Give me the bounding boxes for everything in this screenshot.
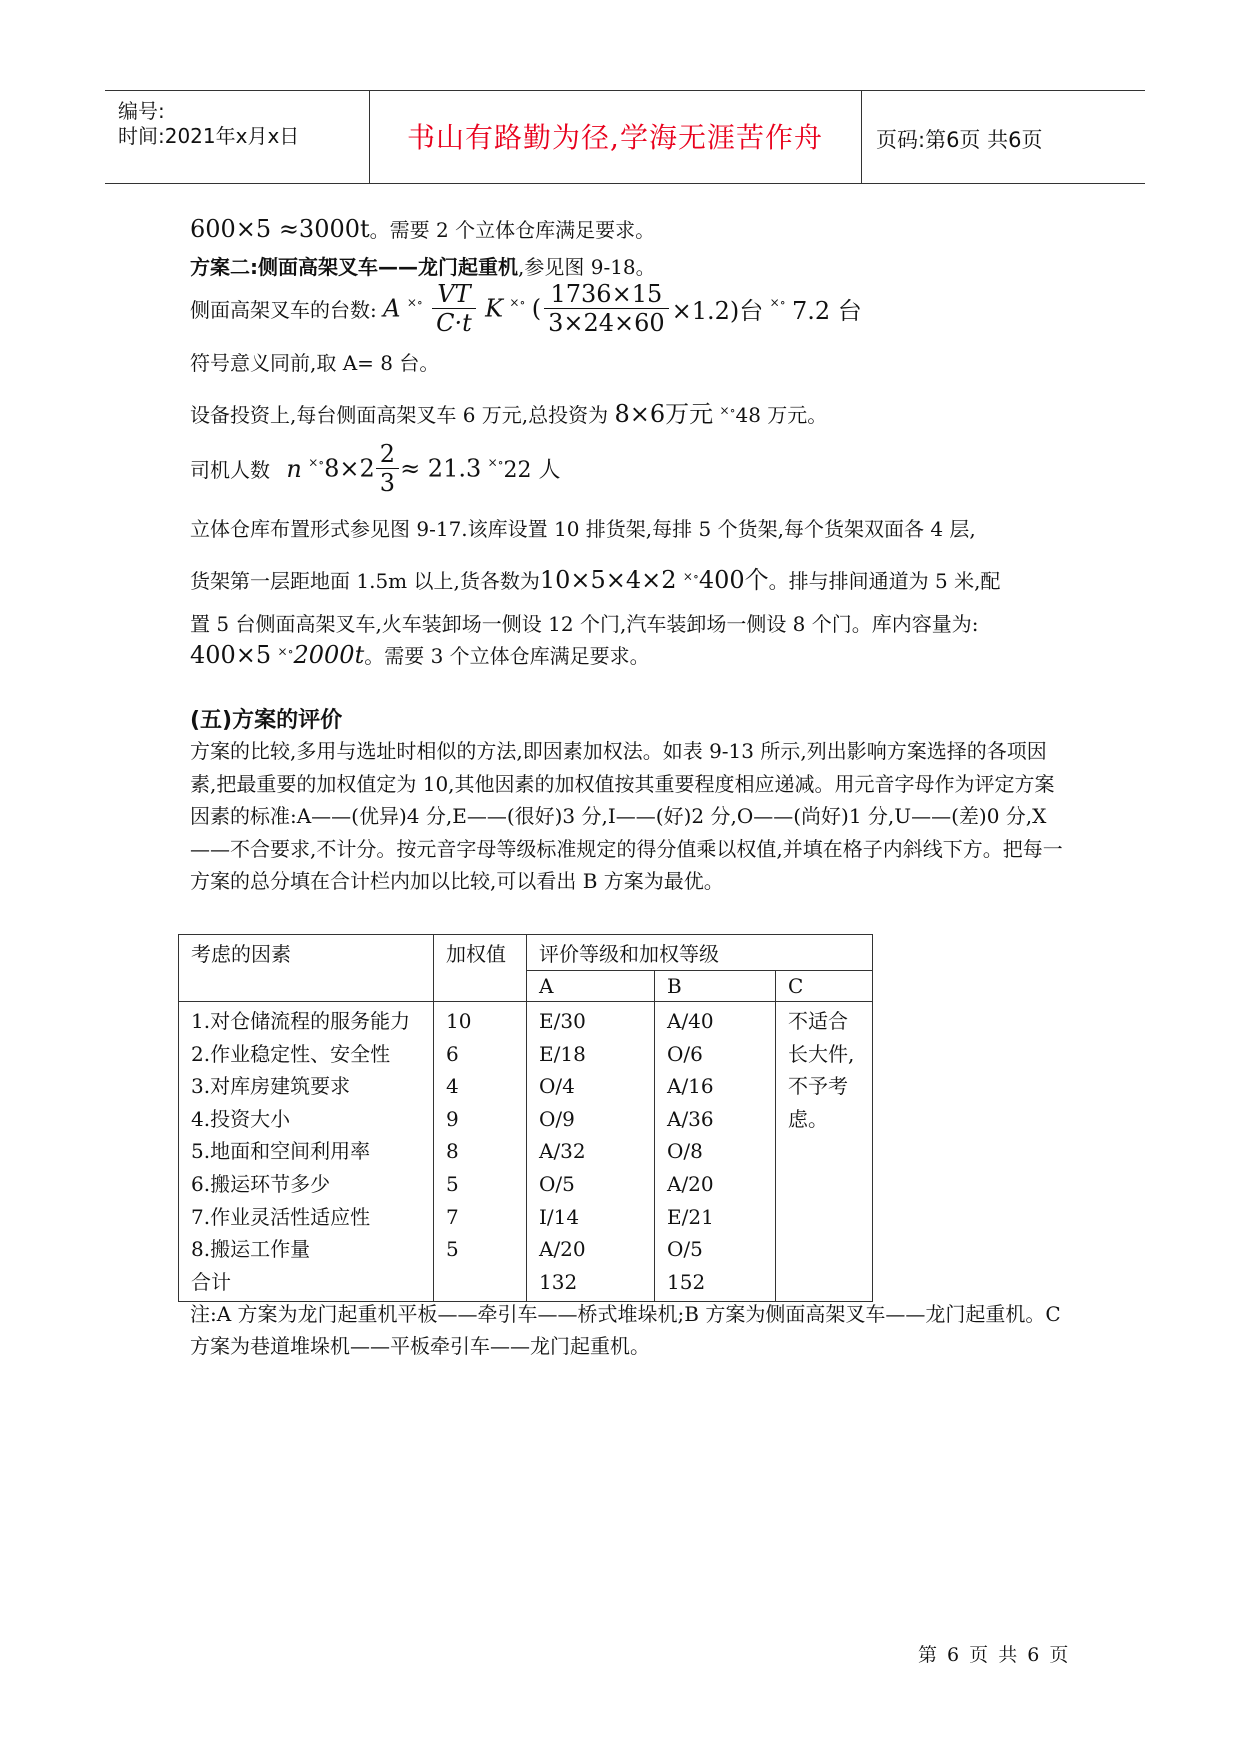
table-row-weight: 10 bbox=[446, 1009, 472, 1033]
c-note-line: 虑。 bbox=[788, 1106, 828, 1131]
table-row-a: E/18 bbox=[539, 1041, 586, 1066]
plan2-title: 方案二:侧面高架叉车——龙门起重机 bbox=[190, 255, 518, 279]
page-footer: 第 6 页 共 6 页 bbox=[918, 1644, 1071, 1666]
layout-line-1: 立体仓库布置形式参见图 9-17.该库设置 10 排货架,每排 5 个货架,每个货架双面各 4 层, bbox=[190, 517, 976, 541]
driver-line bbox=[190, 440, 561, 497]
table-row-factor: 7.作业灵活性适应性 bbox=[191, 1204, 371, 1229]
table-row-a: E/30 bbox=[539, 1009, 586, 1033]
table-row-a: O/9 bbox=[539, 1106, 575, 1131]
table-row-b: O/5 bbox=[667, 1237, 703, 1262]
layout-line-2-a: 货架第一层距地面 1.5m 以上,货各数为 bbox=[190, 569, 540, 593]
table-row-a: A/20 bbox=[539, 1237, 586, 1262]
header-col-b: B bbox=[655, 971, 776, 1002]
driver-fraction bbox=[376, 440, 399, 497]
layout-line-3: 置 5 台侧面高架叉车,火车装卸场一侧设 12 个门,汽车装卸场一侧设 8 个门。库内容量为: bbox=[190, 612, 979, 636]
header-motto: 书山有路勤为径,学海无涯苦作舟 bbox=[407, 121, 823, 154]
symbols-line: 符号意义同前,取 A= 8 台。 bbox=[190, 351, 440, 375]
driver-result: ≈ 21.3 bbox=[400, 454, 482, 483]
header-top-rule bbox=[105, 90, 1145, 91]
table-row-weight: 5 bbox=[446, 1237, 459, 1262]
table-header-row bbox=[179, 935, 873, 971]
formula-den-1: C·t bbox=[436, 309, 472, 337]
table-row-a: O/5 bbox=[539, 1171, 575, 1196]
layout-line-4-text: 。需要 3 个立体仓库满足要求。 bbox=[364, 644, 650, 668]
table-row-weight: 9 bbox=[446, 1106, 459, 1131]
formula-result: 7.2 台 bbox=[791, 297, 862, 325]
header-bottom-rule bbox=[105, 183, 1145, 184]
approx-icon: ×∘ bbox=[277, 644, 294, 659]
table-row-factor: 5.地面和空间利用率 bbox=[191, 1139, 371, 1164]
table-row-factor: 3.对库房建筑要求 bbox=[191, 1074, 351, 1099]
table-row-weight: 7 bbox=[446, 1204, 459, 1229]
layout-line-4 bbox=[190, 640, 650, 669]
table-row-b: O/6 bbox=[667, 1041, 703, 1066]
table-row-b: 152 bbox=[667, 1269, 706, 1294]
table-row-a: 132 bbox=[539, 1269, 578, 1294]
formula-a: A bbox=[383, 294, 401, 323]
evaluation-paragraph: 方案的比较,多用与选址时相似的方法,即因素加权法。如表 9-13 所示,列出影响方案选择的各项因素,把最重要的加权值定为 10,其他因素的加权值按其重要程度相应递减。用元音字母作为评定方案因素的标准:A——(优异)4 分,E——(很好)3 分,I——(好)2 分,O——(尚好)1 分,U——(差)0 分,X——不合要求,不计分。按元音字母等级标准规定的得分值乘以权值,并填在格子内斜线下方。把每一方案的总分填在合计栏内加以比较,可以看出 B 方案为最优。 bbox=[190, 739, 1063, 893]
investment-result: 48 万元。 bbox=[735, 403, 828, 427]
capacity-math-1: 600×5 ≈3000t bbox=[190, 215, 370, 243]
table-row-weight: 4 bbox=[446, 1074, 459, 1099]
formula-k: K bbox=[485, 294, 504, 323]
plan2-heading-line bbox=[190, 251, 656, 280]
header-divider-right bbox=[861, 90, 862, 183]
driver-expr: 8×2 bbox=[324, 454, 375, 483]
table-row-b: A/20 bbox=[667, 1171, 714, 1196]
table-row-b: O/8 bbox=[667, 1139, 703, 1164]
a-column bbox=[527, 1002, 655, 1302]
table-row-factor: 1.对仓储流程的服务能力 bbox=[191, 1009, 411, 1033]
capacity-line-1 bbox=[190, 214, 655, 243]
table-row-factor: 2.作业稳定性、安全性 bbox=[191, 1041, 391, 1066]
header-number-label: 编号: bbox=[118, 99, 165, 123]
forklift-formula-line bbox=[190, 280, 862, 337]
approx-icon: ×∘ bbox=[487, 455, 504, 470]
evaluation-table bbox=[178, 934, 873, 1302]
investment-text: 设备投资上,每台侧面高架叉车 6 万元,总投资为 bbox=[190, 403, 609, 427]
header-col-c: C bbox=[776, 971, 873, 1002]
section-title: (五)方案的评价 bbox=[190, 708, 343, 733]
table-note: 注:A 方案为龙门起重机平板——牵引车——桥式堆垛机;B 方案为侧面高架叉车——龙门起重机。C 方案为巷道堆垛机——平板牵引车——龙门起重机。 bbox=[190, 1302, 1061, 1358]
table-row-weight: 5 bbox=[446, 1171, 459, 1196]
plan2-ref: ,参见图 9-18。 bbox=[518, 255, 656, 279]
formula-den-2: 3×24×60 bbox=[548, 309, 665, 337]
weight-column bbox=[434, 1002, 527, 1302]
header-page-label: 页码:第6页 共6页 bbox=[876, 128, 1043, 152]
investment-math: 8×6万元 bbox=[614, 400, 714, 428]
layout-line-2 bbox=[190, 560, 1000, 595]
approx-icon: ×∘ bbox=[769, 295, 786, 310]
formula-num-2: 1736×15 bbox=[544, 280, 669, 309]
formula-tail: ×1.2)台 bbox=[671, 297, 764, 325]
header-time-label: 时间:2021年x月x日 bbox=[118, 124, 300, 148]
approx-icon: ×∘ bbox=[509, 295, 526, 310]
table-row-a: I/14 bbox=[539, 1204, 580, 1229]
approx-icon: ×∘ bbox=[719, 403, 736, 418]
table-row-b: E/21 bbox=[667, 1204, 714, 1229]
layout-line-4-result: 2000t bbox=[293, 641, 365, 669]
investment-line bbox=[190, 394, 827, 429]
c-note-line: 不适合 bbox=[788, 1009, 848, 1033]
driver-n: n bbox=[286, 454, 302, 483]
capacity-text-1: 。需要 2 个立体仓库满足要求。 bbox=[369, 218, 656, 242]
table-row-b: A/16 bbox=[667, 1074, 714, 1099]
driver-frac-den: 3 bbox=[379, 469, 396, 497]
c-column bbox=[776, 1002, 873, 1302]
table-row-factor: 合计 bbox=[191, 1269, 231, 1294]
formula-fraction-1 bbox=[432, 280, 476, 337]
c-note-line: 不予考 bbox=[788, 1074, 848, 1099]
b-column bbox=[655, 1002, 776, 1302]
layout-line-2-b: 。排与排间通道为 5 米,配 bbox=[768, 569, 1001, 593]
formula-num-1: VT bbox=[432, 280, 476, 309]
header-eval: 评价等级和加权等级 bbox=[527, 935, 873, 971]
table-row-factor: 6.搬运环节多少 bbox=[191, 1171, 331, 1196]
layout-line-2-result: 400个 bbox=[698, 566, 769, 594]
header-weight: 加权值 bbox=[434, 935, 527, 1002]
layout-line-4-math: 400×5 bbox=[190, 641, 272, 669]
formula-fraction-2 bbox=[544, 280, 669, 337]
factor-column bbox=[179, 1002, 434, 1302]
table-row-b: A/36 bbox=[667, 1106, 714, 1131]
driver-final: 22 人 bbox=[503, 458, 561, 483]
table-row-a: O/4 bbox=[539, 1074, 575, 1099]
table-row-factor: 8.搬运工作量 bbox=[191, 1237, 311, 1262]
approx-icon: ×∘ bbox=[406, 295, 423, 310]
table-row-a: A/32 bbox=[539, 1139, 586, 1164]
layout-line-2-math: 10×5×4×2 bbox=[539, 566, 677, 594]
formula-paren: ( bbox=[531, 294, 542, 323]
driver-frac-num: 2 bbox=[376, 440, 399, 469]
approx-icon: ×∘ bbox=[682, 569, 699, 584]
approx-icon: ×∘ bbox=[308, 455, 325, 470]
table-row-weight bbox=[446, 1266, 514, 1299]
header-factor: 考虑的因素 bbox=[179, 935, 434, 1002]
table-row-weight: 8 bbox=[446, 1139, 459, 1164]
table-row-weight: 6 bbox=[446, 1041, 459, 1066]
header-col-a: A bbox=[527, 971, 655, 1002]
c-note-line: 长大件, bbox=[788, 1041, 855, 1066]
table-row-factor: 4.投资大小 bbox=[191, 1106, 291, 1131]
table-body-row bbox=[179, 1002, 873, 1302]
forklift-label: 侧面高架叉车的台数: bbox=[190, 298, 377, 322]
table-row-b: A/40 bbox=[667, 1009, 714, 1033]
driver-label: 司机人数 bbox=[190, 458, 270, 482]
